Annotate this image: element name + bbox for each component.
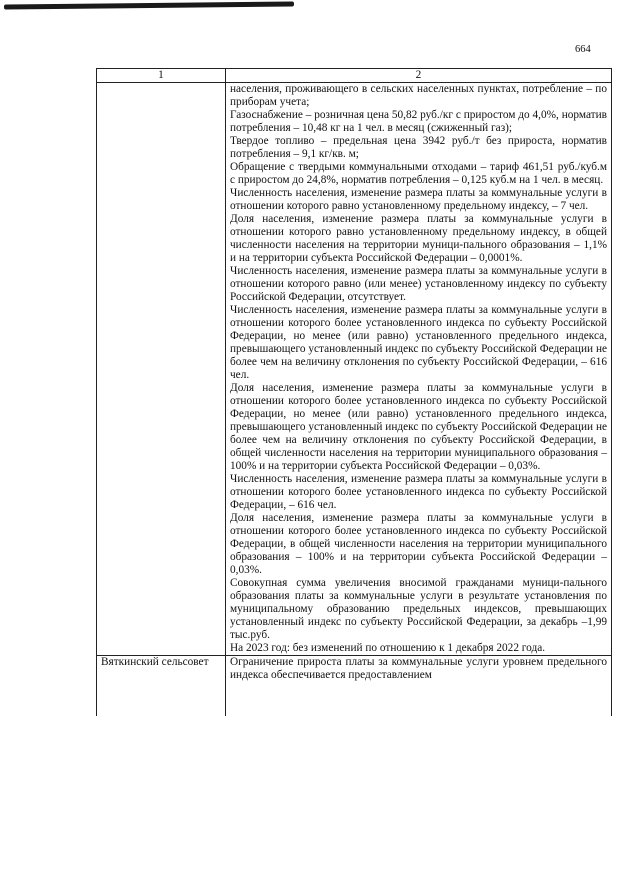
header-cell-1: 1 [97,69,226,83]
table-header-row [97,69,612,83]
scan-artifact-bar [4,1,294,9]
row2-content-cell [226,656,612,717]
row1-content-cell [226,83,612,656]
document-table [96,68,612,716]
page-number: 664 [575,44,591,55]
paragraph: Доля населения, изменение размера платы за коммунальные услуги в отношении которого более установленного индекса по субъекту Российской Федерации, в общей численности населения на территории муниципального образования – 100% и на территории субъекта Российской Федерации – 0,03%. [230,512,607,576]
paragraph: Численность населения, изменение размера платы за коммунальные услуги в отношении которого более установленного индекса по субъекту Российской Федерации, – 616 чел. [230,473,607,511]
paragraph: Совокупная сумма увеличения вносимой гражданами муници-пального образования платы за коммунальные услуги в результате установления по муниципальному образованию предельных индексов, превышающих установленный индекс по субъекту Российской Федерации, за декабрь –1,99 тыс.руб. [230,577,607,641]
paragraph: Доля населения, изменение размера платы за коммунальные услуги в отношении которого более установленного индекса по субъекту Российской Федерации, но менее (или равно) установленного предельного индекса, превышающего установленный индекс по субъекту Российской Федерации не более чем на величину отклонения по субъекту Российской Федерации, в общей численности населения на территории муниципального образования – 100% и на территории субъекта Российской Федерации – 0,03%. [230,382,607,472]
paragraph: Численность населения, изменение размера платы за коммунальные услуги в отношении которого равно (или менее) установленному индексу по субъекту Российской Федерации, отсутствует. [230,265,607,303]
table-row [97,83,612,656]
row1-label-cell [97,83,226,656]
municipality-label: Вяткинский сельсовет [101,656,209,668]
paragraph: Доля населения, изменение размера платы за коммунальные услуги в отношении которого равно установленному предельному индексу, в общей численности населения на территории муници-пального образования – 1,1% и на территории субъекта Российской Федерации – 0,0001%. [230,213,607,264]
paragraph: населения, проживающего в сельских населенных пунктах, потребление – по приборам учета; [230,83,607,108]
paragraph: Численность населения, изменение размера платы за коммунальные услуги в отношении которого более установленного индекса по субъекту Российской Федерации, но менее (или равно) установленного предельного индекса, превышающего установленный индекс по субъекту Российской Федерации не более чем на величину отклонения по субъекту Российской Федерации, – 616 чел. [230,304,607,381]
paragraph: Обращение с твердыми коммунальными отходами – тариф 461,51 руб./куб.м с приростом до 24,8%, норматив потребления – 0,125 куб.м на 1 чел. в месяц. [230,161,607,186]
paragraph: Газоснабжение – розничная цена 50,82 руб./кг с приростом до 4,0%, норматив потребления – 10,48 кг на 1 чел. в месяц (сжиженный газ); [230,109,607,134]
paragraph: Численность населения, изменение размера платы за коммунальные услуги в отношении которого равно установленному предельному индексу, – 7 чел. [230,187,607,212]
paragraph: Твердое топливо – предельная цена 3942 руб./т без прироста, норматив потребления – 9,1 кг/кв. м; [230,135,607,160]
table-row [97,656,612,717]
row2-label-cell [97,656,226,717]
header-cell-2: 2 [226,69,612,83]
paragraph: Ограничение прироста платы за коммунальные услуги уровнем предельного индекса обеспечивается предоставлением [230,656,607,681]
paragraph: На 2023 год: без изменений по отношению к 1 декабря 2022 года. [230,642,546,654]
